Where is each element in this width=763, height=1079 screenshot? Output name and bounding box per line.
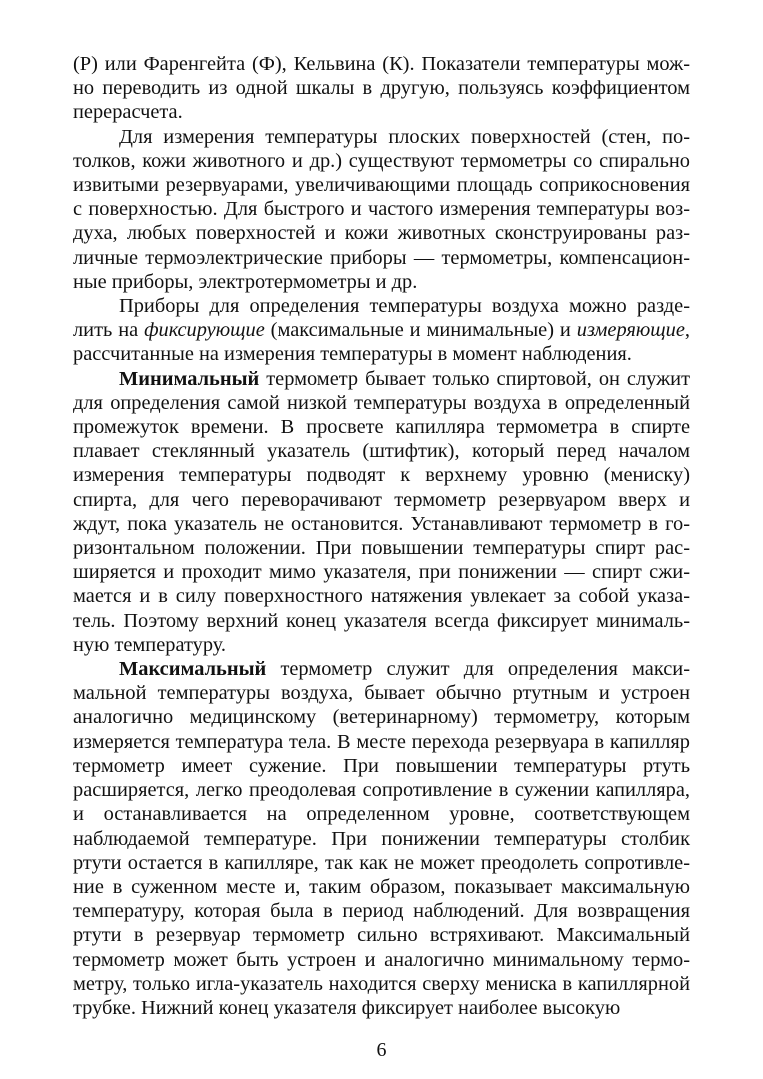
term-fixing: фиксирующие xyxy=(144,319,265,342)
paragraph-scales-continuation: (Р) или Фаренгейта (Ф), Кельвина (К). Показатели температуры можно переводить из одной шкалы в другую, пользуясь коэффициентом перерасчета. xyxy=(73,53,690,124)
paragraph-instrument-types xyxy=(73,294,690,367)
page-number: 6 xyxy=(376,1039,387,1061)
term-minimum: Минимальный xyxy=(119,367,260,390)
paragraph-maximum-thermometer xyxy=(73,657,690,1020)
text-run: термометр служит для определения максимальной температуры воздуха, бывает обычно ртутным и устроен аналогично медицинскому (ветеринарному) термометру, которым измеряется температура тела. В месте перехода резервуара в капилляр термометр имеет сужение. При повышении температуры ртуть расширяется, легко преодолевая сопротивление в сужении капилляра, и останавливается на определенном уровне, соответствующем наблюдаемой температуре. При понижении температуры столбик ртути остается в капилляре, так как не может преодолеть сопротивление в суженном месте и, таким образом, показывает максимальную температуру, которая была в период наблюдений. Для возвращения ртути в резервуар термометр сильно встряхивают. Максимальный термометр может быть устроен и аналогично минимальному термометру, только игла-указатель находится сверху мениска в капиллярной трубке. Нижний конец указателя фиксирует наиболее высокую xyxy=(73,658,690,1019)
paragraph-minimum-thermometer xyxy=(73,367,690,657)
document-page xyxy=(73,52,690,1020)
text-run: Приборы для определения температуры воздуха можно разделить на xyxy=(73,295,690,342)
text-run: , рассчитанные на измерения температуры в момент наблюдения. xyxy=(73,319,690,366)
term-maximum: Максимальный xyxy=(119,658,267,681)
paragraph-surface-thermometers: Для измерения температуры плоских поверхностей (стен, потолков, кожи животного и др.) существуют термометры со спирально извитыми резервуарами, увеличивающими площадь соприкосновения с поверхностью. Для быстрого и частого измерения температуры воздуха, любых поверхностей и кожи животных сконструированы различные термоэлектрические приборы — термометры, компенсационные приборы, электротермометры и др. xyxy=(73,125,690,293)
text-run: (максимальные и минимальные) и xyxy=(264,319,577,342)
term-measuring: измеряющие xyxy=(576,319,685,342)
text-run: термометр бывает только спиртовой, он служит для определения самой низкой температуры воздуха в определенный промежуток времени. В просвете капилляра термометра в спирте плавает стеклянный указатель (штифтик), который перед началом измерения температуры подводят к верхнему уровню (мениску) спирта, для чего переворачивают термометр резервуаром вверх и ждут, пока указатель не остановится. Устанавливают термометр в горизонтальном положении. При повышении температуры спирт расширяется и проходит мимо указателя, при понижении — спирт сжимается и в силу поверхностного натяжения увлекает за собой указатель. Поэтому верхний конец указателя всегда фиксирует минимальную температуру. xyxy=(73,367,690,656)
